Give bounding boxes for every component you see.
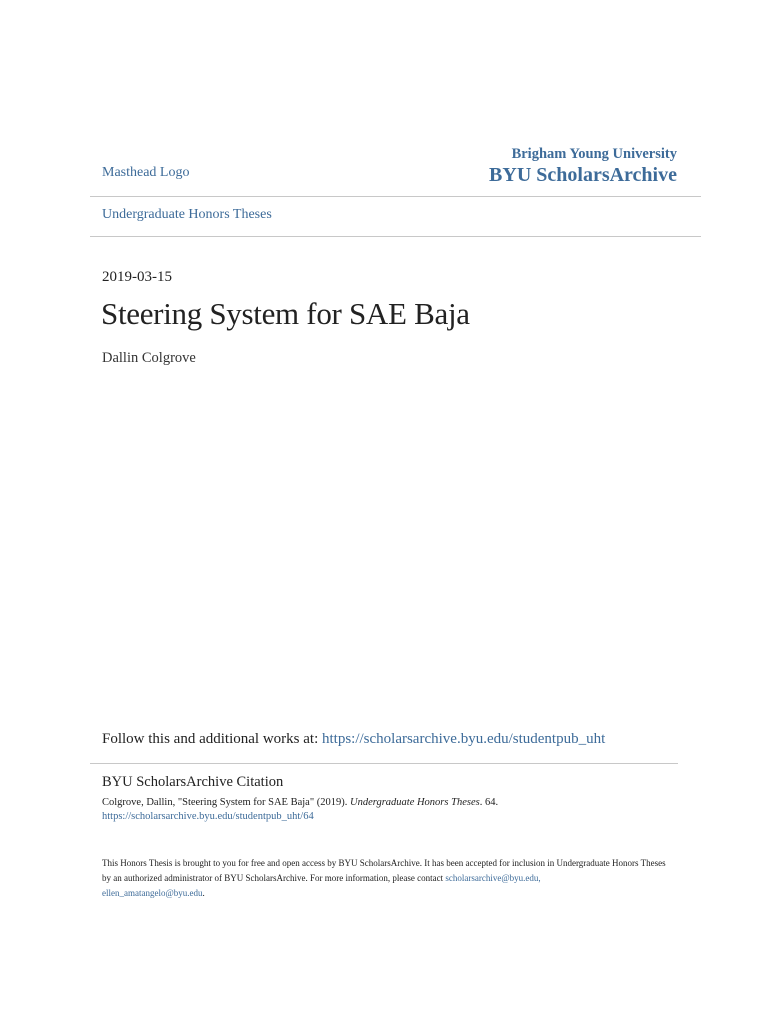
citation-heading: BYU ScholarsArchive Citation (102, 774, 284, 790)
email-link-scholarsarchive[interactable]: scholarsarchive@byu.edu, (445, 873, 541, 883)
follow-label: Follow this and additional works at: (102, 731, 322, 747)
follow-line (102, 731, 605, 748)
citation-url-link[interactable]: https://scholarsarchive.byu.edu/studentpub_uht/64 (102, 811, 314, 822)
publication-date: 2019-03-15 (102, 269, 172, 285)
paper-title: Steering System for SAE Baja (101, 296, 470, 331)
collection-link[interactable]: Undergraduate Honors Theses (102, 207, 272, 222)
notice-text: This Honors Thesis is brought to you for free and open access by BYU ScholarsArchive. It has been accepted for inclusion in Undergraduate Honors Theses by an authorized administrator of BYU ScholarsArchive. For more information, please contact (102, 858, 666, 883)
access-notice (102, 856, 672, 901)
brand-block[interactable] (489, 145, 677, 187)
follow-url-link[interactable]: https://scholarsarchive.byu.edu/studentpub_uht (321, 731, 606, 747)
notice-end: . (202, 888, 205, 898)
citation-text (102, 796, 672, 824)
citation-journal: Undergraduate Honors Theses (350, 797, 480, 808)
citation-number: . 64. (479, 797, 499, 808)
author-name: Dallin Colgrove (102, 350, 196, 366)
collection-divider (90, 236, 701, 237)
archive-name: BYU ScholarsArchive (489, 164, 677, 186)
email-link-ellen[interactable]: ellen_amatangelo@byu.edu (102, 888, 203, 898)
citation-body: Colgrove, Dallin, "Steering System for SAE Baja" (2019). (102, 797, 350, 808)
citation-divider (90, 763, 678, 764)
header-divider (90, 196, 701, 197)
masthead-logo-link[interactable]: Masthead Logo (102, 165, 190, 180)
university-name: Brigham Young University (511, 146, 677, 162)
